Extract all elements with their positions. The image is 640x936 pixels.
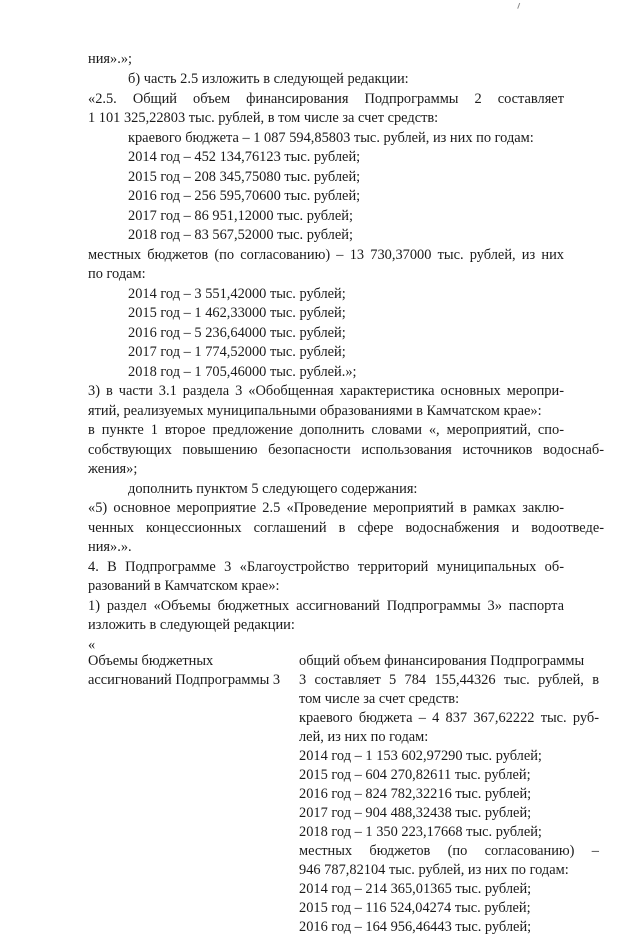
corner-tick-mark <box>517 3 527 11</box>
text-line: 3) в части 3.1 раздела 3 «Обобщенная характеристика основных меропри- <box>88 383 564 399</box>
text-line: 1) раздел «Объемы бюджетных ассигнований Подпрограммы 3» паспорта <box>88 598 564 614</box>
table-left-line: ассигнований Подпрограммы 3 <box>88 672 281 688</box>
text-line: изложить в следующей редакции: <box>88 617 295 633</box>
text-line: жения»; <box>88 461 138 477</box>
text-line: «2.5. Общий объем финансирования Подпрограммы 2 составляет <box>88 91 564 107</box>
table-right-line: 3 составляет 5 784 155,44326 тыс. рублей, в <box>299 672 599 688</box>
table-right-line: общий объем финансирования Подпрограммы <box>299 653 585 669</box>
text-line: ния».». <box>88 539 132 555</box>
text-line: 2018 год – 1 705,46000 тыс. рублей.»; <box>128 364 357 380</box>
text-line: в пункте 1 второе предложение дополнить словами «, мероприятий, спо- <box>88 422 564 438</box>
text-line: б) часть 2.5 изложить в следующей редакции: <box>128 71 409 87</box>
text-line: 2016 год – 5 236,64000 тыс. рублей; <box>128 325 346 341</box>
text-line: 4. В Подпрограмме 3 «Благоустройство территорий муниципальных об- <box>88 559 564 575</box>
text-line: собствующих повышению безопасности использования источников водоснаб- <box>88 442 604 458</box>
text-line: ятий, реализуемых муниципальными образованиями в Камчатском крае»: <box>88 403 542 419</box>
table-right-line: краевого бюджета – 4 837 367,62222 тыс. руб- <box>299 710 599 726</box>
text-line: 2014 год – 452 134,76123 тыс. рублей; <box>128 149 361 165</box>
text-line: 1 101 325,22803 тыс. рублей, в том числе за счет средств: <box>88 110 439 126</box>
table-right-line: 2014 год – 1 153 602,97290 тыс. рублей; <box>299 748 542 764</box>
text-line: 2017 год – 86 951,12000 тыс. рублей; <box>128 208 353 224</box>
text-line: «5) основное мероприятие 2.5 «Проведение мероприятий в рамках заклю- <box>88 500 564 516</box>
text-line: 2014 год – 3 551,42000 тыс. рублей; <box>128 286 346 302</box>
text-line: 2015 год – 208 345,75080 тыс. рублей; <box>128 169 361 185</box>
table-right-line: лей, из них по годам: <box>299 729 429 745</box>
table-right-line: 2017 год – 904 488,32438 тыс. рублей; <box>299 805 532 821</box>
table-right-line: 2018 год – 1 350 223,17668 тыс. рублей; <box>299 824 542 840</box>
table-right-line: 2016 год – 164 956,46443 тыс. рублей; <box>299 919 532 935</box>
table-right-line: местных бюджетов (по согласованию) – <box>299 843 599 859</box>
table-right-line: 2015 год – 604 270,82611 тыс. рублей; <box>299 767 531 783</box>
table-left-line: Объемы бюджетных <box>88 653 214 669</box>
table-right-line: том числе за счет средств: <box>299 691 460 707</box>
text-line: по годам: <box>88 266 146 282</box>
quote-mark: « <box>88 637 96 653</box>
table-right-line: 2016 год – 824 782,32216 тыс. рублей; <box>299 786 532 802</box>
table-right-line: 946 787,82104 тыс. рублей, из них по годам: <box>299 862 569 878</box>
text-line: 2017 год – 1 774,52000 тыс. рублей; <box>128 344 346 360</box>
text-line: краевого бюджета – 1 087 594,85803 тыс. рублей, из них по годам: <box>128 130 534 146</box>
text-line: местных бюджетов (по согласованию) – 13 730,37000 тыс. рублей, из них <box>88 247 564 263</box>
table-right-line: 2015 год – 116 524,04274 тыс. рублей; <box>299 900 531 916</box>
text-line: ния».»; <box>88 51 133 67</box>
text-line: разований в Камчатском крае»: <box>88 578 280 594</box>
text-line: 2015 год – 1 462,33000 тыс. рублей; <box>128 305 346 321</box>
text-line: ченных концессионных соглашений в сфере водоснабжения и водоотведе- <box>88 520 604 536</box>
table-right-line: 2014 год – 214 365,01365 тыс. рублей; <box>299 881 532 897</box>
text-line: 2016 год – 256 595,70600 тыс. рублей; <box>128 188 361 204</box>
text-line: 2018 год – 83 567,52000 тыс. рублей; <box>128 227 353 243</box>
text-line: дополнить пунктом 5 следующего содержания: <box>128 481 418 497</box>
